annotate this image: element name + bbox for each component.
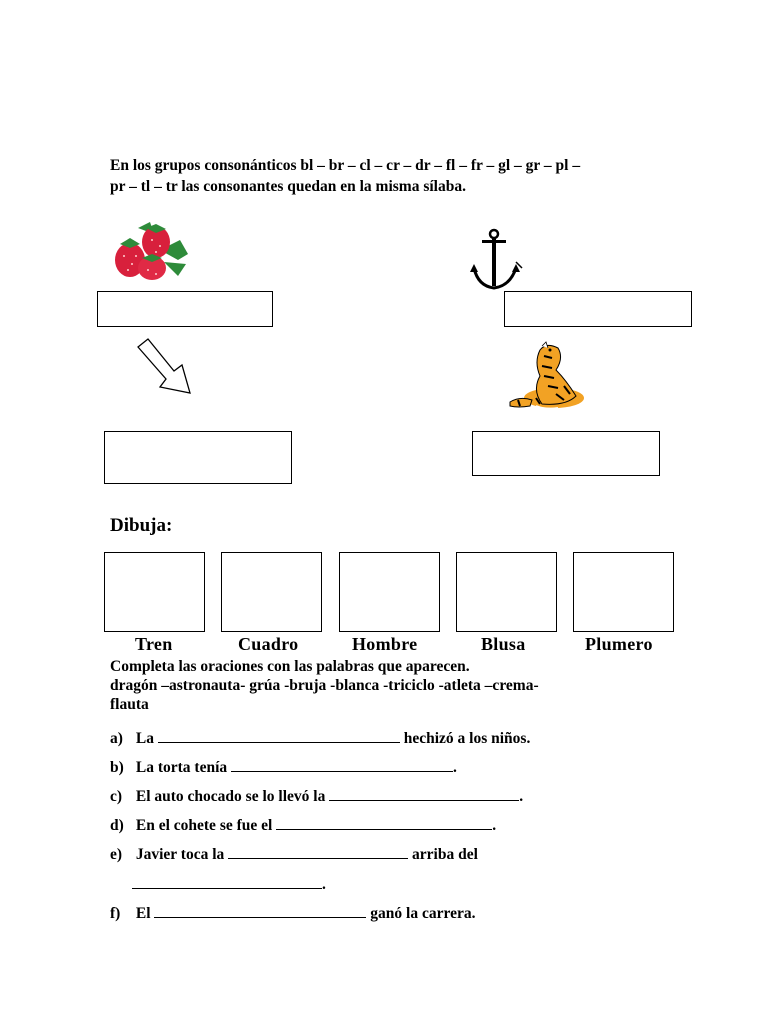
sentence-d [110,817,496,835]
sentence-text: En el cohete se fue el [135,817,273,834]
fill-blank-f[interactable] [154,905,366,918]
sentence-c [110,788,523,806]
sentence-letter: d) [110,817,124,834]
sentence-letter: c) [110,788,123,805]
sentence-letter: f) [110,905,121,922]
sentence-f [110,905,475,923]
sentence-text: . [519,788,524,805]
draw-box-hombre[interactable] [339,552,440,632]
sentence-text: arriba del [412,846,478,863]
answer-box-tiger[interactable] [472,431,660,476]
arrow-image [134,335,196,397]
anchor-image [468,228,526,292]
tiger-image [506,340,590,414]
draw-box-cuadro[interactable] [221,552,322,632]
sentence-text: . [453,759,457,776]
word-bank-line-1: dragón –astronauta- grúa -bruja -blanca -triciclo -atleta –crema- [110,677,539,694]
fill-blank-d[interactable] [276,817,492,830]
intro-text [110,155,670,197]
draw-label-tren: Tren [135,634,173,654]
sentence-text: hechizó a los niños. [403,730,531,747]
instructions-line-1: Completa las oraciones con las palabras que aparecen. [110,658,470,675]
strawberries-image [108,220,192,282]
sentence-a [110,730,530,748]
intro-line-2: pr – tl – tr las consonantes quedan en la misma sílaba. [110,178,466,195]
sentence-text: La torta tenía [135,759,228,776]
answer-box-strawberries[interactable] [97,291,273,327]
sentence-b [110,759,457,777]
sentence-text: El auto chocado se lo llevó la [135,788,326,805]
fill-blank-c[interactable] [329,788,519,801]
draw-label-blusa: Blusa [481,634,526,654]
answer-box-anchor[interactable] [504,291,692,327]
sentence-letter: b) [110,759,124,776]
sentence-text: Javier toca la [135,846,225,863]
sentence-text: . [322,876,326,893]
sentence-text: La [135,730,154,747]
sentence-text: ganó la carrera. [370,905,476,922]
instructions [110,657,650,714]
draw-label-hombre: Hombre [352,634,418,654]
sentence-text: . [492,817,497,834]
fill-blank-b[interactable] [231,759,453,772]
sentence-e [110,846,478,864]
draw-box-plumero[interactable] [573,552,674,632]
answer-box-arrow[interactable] [104,431,292,484]
sentence-letter: e) [110,846,123,863]
dibuja-title: Dibuja: [110,515,173,536]
draw-label-plumero: Plumero [585,634,653,654]
sentence-letter: a) [110,730,123,747]
draw-box-tren[interactable] [104,552,205,632]
sentence-text: El [135,905,151,922]
sentence-e-continued [132,876,326,894]
word-bank-line-2: flauta [110,696,149,713]
fill-blank-e2[interactable] [132,876,322,889]
fill-blank-e1[interactable] [228,846,408,859]
fill-blank-a[interactable] [158,730,400,743]
intro-line-1: En los grupos consonánticos bl – br – cl – cr – dr – fl – fr – gl – gr – pl – [110,157,581,174]
draw-label-cuadro: Cuadro [238,634,299,654]
draw-box-blusa[interactable] [456,552,557,632]
